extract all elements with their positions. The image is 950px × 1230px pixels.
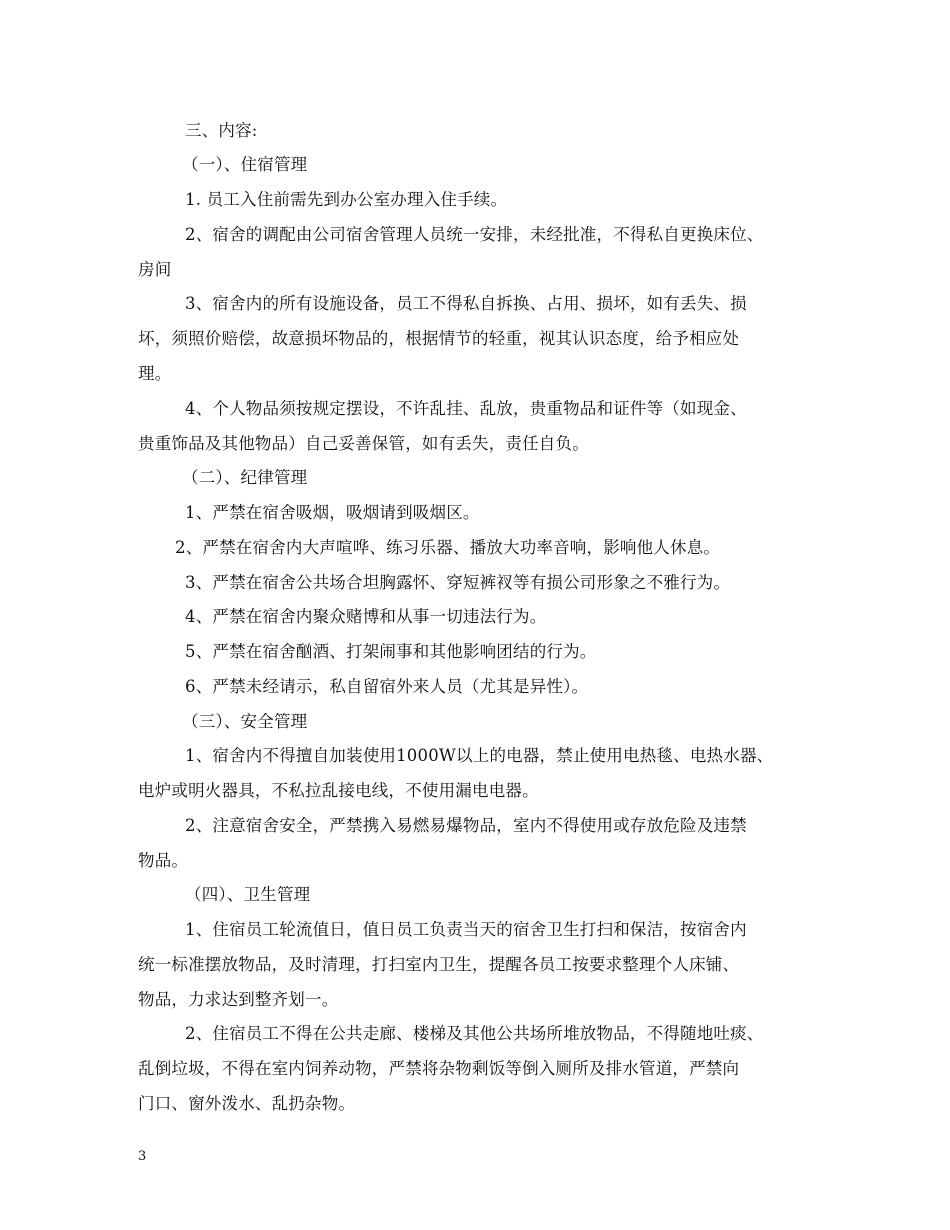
subsection-heading-hygiene: （四）、卫生管理 (185, 885, 311, 904)
section-heading-content: 三、内容: (185, 121, 258, 140)
subsection-heading-safety: （三）、安全管理 (182, 712, 308, 731)
paragraph-line: 2、住宿员工不得在公共走廊、楼梯及其他公共场所堆放物品，不得随地吐痰、 (185, 1024, 764, 1043)
paragraph-line: 乱倒垃圾，不得在室内饲养动物，严禁将杂物剩饭等倒入厕所及排水管道，严禁向 (138, 1059, 740, 1078)
paragraph-line: 贵重饰品及其他物品）自己妥善保管，如有丢失，责任自负。 (138, 434, 589, 453)
paragraph-line: 6、严禁未经请示，私自留宿外来人员（尤其是异性）。 (185, 677, 589, 696)
paragraph-line: 5、严禁在宿舍酗酒、打架闹事和其他影响团结的行为。 (185, 642, 597, 661)
paragraph-line: 3、宿舍内的所有设施设备，员工不得私自拆换、占用、损坏，如有丢失、损 (185, 294, 747, 313)
paragraph-line: 房间 (138, 260, 172, 279)
paragraph-line: 4、严禁在宿舍内聚众赌博和从事一切违法行为。 (185, 607, 547, 626)
paragraph-line: 1、住宿员工轮流值日，值日员工负责当天的宿舍卫生打扫和保洁，按宿舍内 (185, 920, 747, 939)
page-number: 3 (138, 1149, 147, 1164)
paragraph-line: 3、严禁在宿舍公共场合坦胸露怀、穿短裤衩等有损公司形象之不雅行为。 (185, 573, 731, 592)
subsection-heading-discipline: （二）、纪律管理 (182, 468, 308, 487)
paragraph-line: 物品。 (138, 851, 189, 870)
paragraph-line: 坏，须照价赔偿，故意损坏物品的，根据情节的轻重，视其认识态度，给予相应处 (138, 329, 740, 348)
paragraph-line: 4、个人物品须按规定摆设，不许乱挂、乱放，贵重物品和证件等（如现金、 (185, 399, 747, 418)
paragraph-line: 理。 (138, 364, 172, 383)
paragraph-line: 2、严禁在宿舍内大声喧哗、练习乐器、播放大功率音响，影响他人休息。 (175, 538, 721, 557)
paragraph-line: 统一标准摆放物品，及时清理，打扫室内卫生，提醒各员工按要求整理个人床铺、 (138, 955, 740, 974)
paragraph-line: 物品，力求达到整齐划一。 (138, 990, 339, 1009)
paragraph-line: 1. 员工入住前需先到办公室办理入住手续。 (185, 190, 508, 209)
paragraph-line: 门口、窗外泼水、乱扔杂物。 (138, 1094, 356, 1113)
paragraph-line: 电炉或明火器具，不私拉乱接电线，不使用漏电电器。 (138, 781, 539, 800)
paragraph-line: 1、严禁在宿舍吸烟，吸烟请到吸烟区。 (185, 503, 480, 522)
subsection-heading-accommodation: （一）、住宿管理 (182, 155, 308, 174)
paragraph-line: 2、注意宿舍安全，严禁携入易燃易爆物品，室内不得使用或存放危险及违禁 (185, 816, 747, 835)
paragraph-line: 2、宿舍的调配由公司宿舍管理人员统一安排，未经批准，不得私自更换床位、 (185, 225, 764, 244)
paragraph-line: 1、宿舍内不得擅自加装使用1000W以上的电器，禁止使用电热毯、电热水器、 (185, 746, 774, 765)
